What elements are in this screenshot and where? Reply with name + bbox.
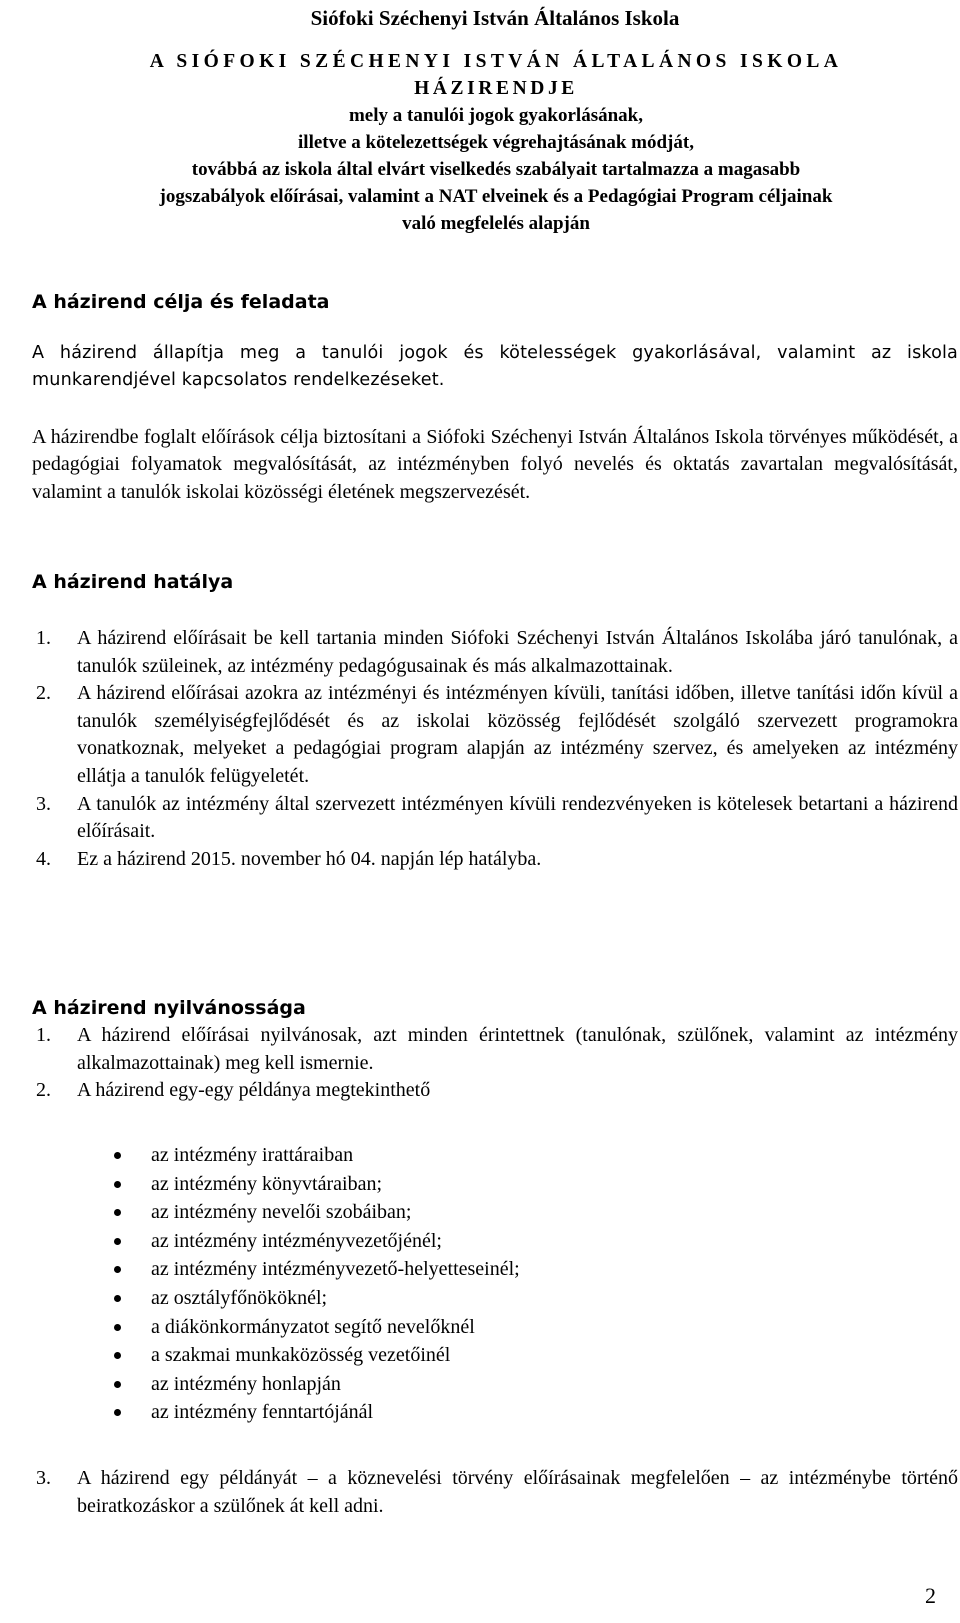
bullet-icon [114, 1266, 121, 1273]
publicity-item-text: A házirend előírásai nyilvánosak, azt minden érintettnek (tanulónak, szülőnek, valamint az intézmény alkalmazottainak) meg kell ismernie. [77, 1024, 958, 1074]
bullet-icon [114, 1238, 121, 1245]
publicity-item-1 [32, 1022, 958, 1077]
location-text: az intézmény irattáraiban [151, 1144, 354, 1166]
publicity-item-number: 1. [36, 1024, 51, 1046]
scope-item-4 [32, 846, 958, 874]
bullet-icon [114, 1381, 121, 1388]
location-text: az intézmény fenntartójánál [151, 1401, 374, 1424]
scope-item-2 [32, 680, 958, 790]
location-item [32, 1198, 520, 1227]
scope-item-text: A házirend előírásai azokra az intézményi és intézményen kívüli, tanítási időben, illetve tanítási időn kívül a tanulók személyiségfejlődését és az iskolai közösség fejlődését szolgáló szervezett programokra vonatkoznak, melyeket a pedagógiai program alapján az intézmény szervez, és amelyeken az intézmény ellátja a tanulók felügyeletét. [77, 682, 958, 787]
scope-item-number: 3. [36, 792, 51, 815]
bullet-icon [114, 1324, 121, 1331]
location-text: az osztályfőnököknél; [151, 1286, 328, 1309]
location-item [32, 1370, 520, 1399]
title-line-6: jogszabályok előírásai, valamint a NAT elveinek és a Pedagógiai Program céljainak [159, 186, 833, 207]
location-text: az intézmény honlapján [151, 1372, 341, 1395]
location-text: az intézmény intézményvezető-helyetteseinél; [151, 1258, 520, 1281]
scope-item-number: 2. [36, 682, 51, 705]
page-number: 2 [925, 1583, 936, 1608]
purpose-paragraph-1: A házirend állapítja meg a tanulói jogok és kötelességek gyakorlásával, valamint az iskola munkarendjével kapcsolatos rendelkezéseket. [32, 343, 958, 391]
location-text: a diákönkormányzatot segítő nevelőknél [151, 1315, 475, 1338]
publicity-item-2 [32, 1077, 958, 1105]
document-title [26, 48, 960, 237]
title-line-3: mely a tanulói jogok gyakorlásának, [348, 105, 643, 126]
publicity-item-number: 2. [36, 1079, 51, 1102]
bullet-icon [114, 1209, 121, 1216]
scope-item-3 [32, 791, 958, 846]
school-name-header: Siófoki Széchenyi István Általános Iskola [310, 6, 680, 30]
title-line-4: illetve a kötelezettségek végrehajtásának módját, [298, 132, 694, 153]
title-line-1: A SIÓFOKI SZÉCHENYI ISTVÁN ÁLTALÁNOS ISKOLA [149, 51, 843, 72]
scope-list [32, 625, 958, 873]
publicity-item-3 [32, 1465, 958, 1520]
purpose-paragraph-2: A házirendbe foglalt előírások célja biztosítani a Siófoki Széchenyi István Általános Iskola törvényes működését, a pedagógiai folyamatok megvalósítását, az intézményben folyó nevelés és oktatás zavartalan megvalósítását, valamint a tanulók iskolai közösségi életének megszervezését. [32, 426, 958, 503]
location-item [32, 1227, 520, 1256]
scope-item-1 [32, 625, 958, 680]
title-line-5: továbbá az iskola által elvárt viselkedés szabályait tartalmazza a magasabb [191, 159, 801, 180]
location-text: az intézmény intézményvezetőjénél; [151, 1229, 442, 1252]
scope-item-text: A tanulók az intézmény által szervezett intézményen kívüli rendezvényeken is kötelesek betartani a házirend előírásait. [77, 792, 958, 843]
location-text: az intézmény könyvtáraiban; [151, 1172, 383, 1195]
section-heading-publicity: A házirend nyilvánossága [32, 997, 306, 1019]
publicity-list [32, 1022, 958, 1105]
location-item [32, 1313, 520, 1342]
location-text: az intézmény nevelői szobáiban; [151, 1201, 412, 1224]
scope-item-number: 4. [36, 847, 51, 870]
publicity-list-continued [32, 1465, 958, 1520]
location-text: a szakmai munkaközösség vezetőinél [151, 1344, 451, 1367]
publicity-item-number: 3. [36, 1467, 51, 1489]
scope-item-text: Ez a házirend 2015. november hó 04. napján lép hatályba. [77, 847, 542, 870]
bullet-icon [114, 1181, 121, 1188]
location-item [32, 1398, 520, 1427]
scope-item-text: A házirend előírásait be kell tartania minden Siófoki Széchenyi István Általános Iskolába járó tanulónak, a tanulók szüleinek, az intézmény pedagógusainak és más alkalmazottainak. [77, 627, 958, 677]
title-line-2: HÁZIRENDJE [414, 78, 578, 99]
bullet-icon [114, 1409, 121, 1416]
location-item [32, 1170, 520, 1199]
section-heading-scope: A házirend hatálya [32, 571, 234, 593]
publicity-item-text: A házirend egy-egy példánya megtekinthető [77, 1079, 431, 1102]
bullet-icon [114, 1352, 121, 1359]
location-item [32, 1255, 520, 1284]
location-item [32, 1141, 520, 1170]
location-item [32, 1341, 520, 1370]
scope-item-number: 1. [36, 627, 51, 649]
publicity-item-text: A házirend egy példányát – a köznevelési törvény előírásainak megfelelően – az intézménybe történő beiratkozáskor a szülőnek át kell adni. [77, 1467, 958, 1517]
location-item [32, 1284, 520, 1313]
locations-bullet-list [32, 1141, 520, 1427]
bullet-icon [114, 1152, 121, 1159]
section-heading-purpose: A házirend célja és feladata [32, 291, 330, 313]
title-line-7: való megfelelés alapján [402, 213, 590, 234]
bullet-icon [114, 1295, 121, 1302]
